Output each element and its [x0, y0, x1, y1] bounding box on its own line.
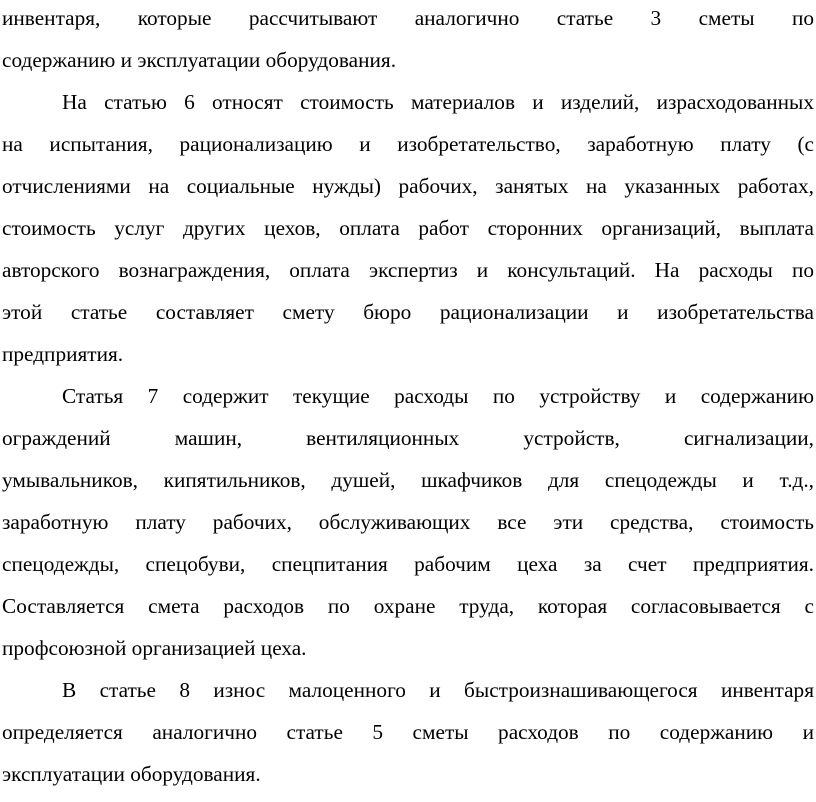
paragraph-first-line: На статью 6 относят стоимость материалов и изделий, израсходованных	[62, 90, 814, 114]
text-line: этой статье составляет смету бюро рационализации и изобретательства	[2, 300, 814, 324]
text-line: определяется аналогично статье 5 сметы расходов по содержанию и	[2, 720, 814, 744]
text-line: заработную плату рабочих, обслуживающих все эти средства, стоимость	[2, 510, 814, 534]
text-line: профсоюзной организацией цеха.	[2, 636, 307, 660]
text-line: отчислениями на социальные нужды) рабочих, занятых на указанных работах,	[2, 174, 814, 198]
text-line: авторского вознаграждения, оплата экспертиз и консультаций. На расходы по	[2, 258, 814, 282]
text-line: стоимость услуг других цехов, оплата работ сторонних организаций, выплата	[2, 216, 814, 240]
text-line: ограждений машин, вентиляционных устройств, сигнализации,	[2, 426, 814, 450]
text-line: предприятия.	[2, 342, 124, 366]
text-line: эксплуатации оборудования.	[2, 762, 261, 786]
text-line: спецодежды, спецобуви, спецпитания рабочим цеха за счет предприятия.	[2, 552, 814, 576]
text-line: на испытания, рационализацию и изобретательство, заработную плату (с	[2, 132, 814, 156]
paragraph-first-line: Статья 7 содержит текущие расходы по устройству и содержанию	[62, 384, 814, 408]
text-line: инвентаря, которые рассчитывают аналогично статье 3 сметы по	[2, 6, 814, 30]
text-line: умывальников, кипятильников, душей, шкафчиков для спецодежды и т.д.,	[2, 468, 814, 492]
text-line: содержанию и эксплуатации оборудования.	[2, 48, 397, 72]
paragraph-first-line: В статье 8 износ малоценного и быстроизнашивающегося инвентаря	[62, 678, 814, 702]
text-line: Составляется смета расходов по охране труда, которая согласовывается с	[2, 594, 814, 618]
